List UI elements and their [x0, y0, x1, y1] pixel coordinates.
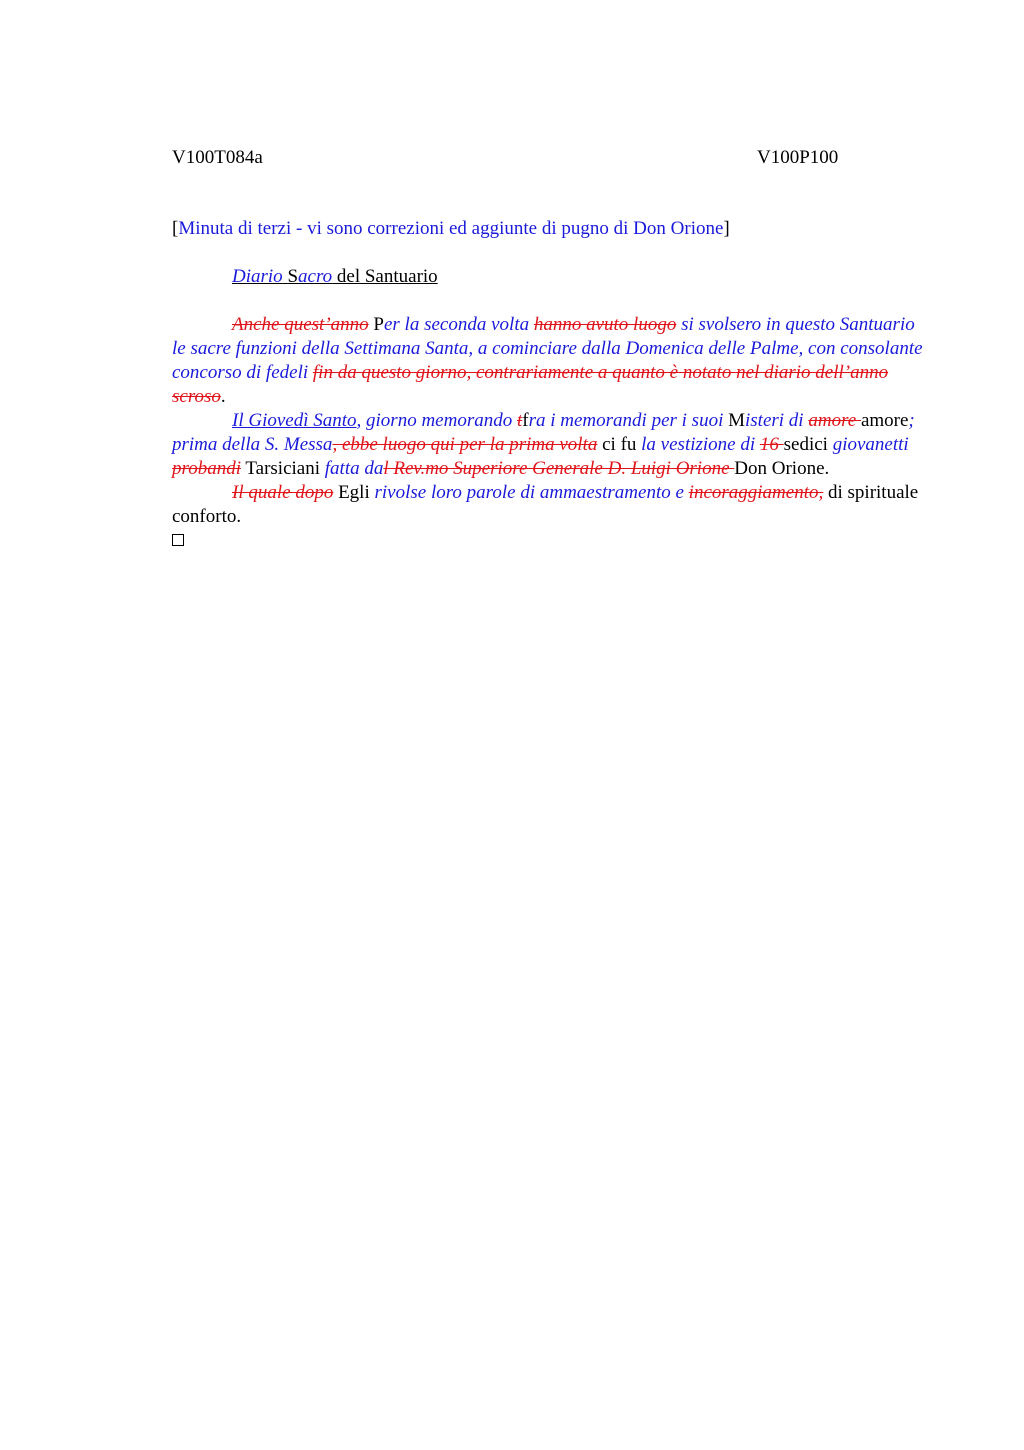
paragraph-1	[172, 313, 932, 409]
original-text: Tarsiciani	[240, 458, 325, 479]
inserted-text: rivolse loro parole di ammaestramento e	[374, 482, 689, 503]
inserted-text: si svolsero in questo Santuario le sacre funzioni della Settimana Santa, a cominciare dalla Domenica delle Palme, con consolante concorso di fedeli	[172, 314, 923, 383]
original-text: di spirituale conforto.	[172, 482, 919, 527]
document-body	[172, 313, 932, 553]
deleted-text: amore	[808, 410, 861, 431]
original-text: f	[522, 410, 529, 431]
document-code-right: V100P100	[757, 147, 839, 168]
original-text: amore	[860, 410, 909, 431]
deleted-text: , ebbe luogo qui per la prima volta	[332, 434, 598, 455]
inserted-text: , giorno memorando	[356, 410, 517, 431]
document-title	[232, 265, 438, 289]
document-code-left: V100T084a	[172, 147, 263, 168]
inserted-text: isteri di	[745, 410, 809, 431]
inserted-text: ; prima della S. Messa	[172, 410, 915, 455]
inserted-text: la vestizione di	[641, 434, 760, 455]
deleted-text: l Rev.mo Superiore Generale D. Luigi Orione	[383, 458, 735, 479]
document-header	[172, 146, 932, 170]
original-text: Don Orione.	[734, 458, 830, 479]
note-open-bracket: [	[172, 218, 179, 239]
title-word-diario: Diario	[232, 266, 283, 287]
inserted-text: er la seconda volta	[383, 314, 534, 335]
deleted-text: t	[516, 410, 523, 431]
empty-checkbox-icon	[172, 534, 184, 546]
original-text: M	[728, 410, 745, 431]
paragraph-3	[172, 481, 932, 529]
inserted-text: giovanetti	[832, 434, 909, 455]
deleted-text: Anche quest’anno	[232, 314, 369, 335]
deleted-text: 16	[759, 434, 784, 455]
deleted-text: probandi	[172, 458, 241, 479]
original-text: Egli	[333, 482, 375, 503]
title-s: S	[287, 266, 299, 287]
deleted-text: Il quale dopo	[232, 482, 334, 503]
title-acro: acro	[298, 266, 333, 287]
original-text: sedici	[783, 434, 833, 455]
paragraph-2	[172, 409, 932, 481]
title-rest: del Santuario	[332, 266, 438, 287]
end-marker	[172, 529, 932, 553]
deleted-text: incoraggiamento,	[688, 482, 824, 503]
original-text: ci fu	[597, 434, 642, 455]
deleted-text: fin da questo giorno, contrariamente a quanto è notato nel diario dell’anno scroso	[172, 362, 889, 407]
original-text: .	[220, 386, 226, 407]
inserted-text: ra i memorandi per i suoi	[528, 410, 729, 431]
inserted-text: fatta da	[324, 458, 384, 479]
editorial-note	[172, 217, 730, 241]
document-page	[172, 146, 932, 527]
inserted-text: Il Giovedì Santo	[232, 410, 357, 431]
deleted-text: hanno avuto luogo	[533, 314, 677, 335]
original-text: P	[368, 314, 384, 335]
note-text: Minuta di terzi - vi sono correzioni ed aggiunte di pugno di Don Orione	[178, 218, 724, 239]
note-close-bracket: ]	[723, 218, 730, 239]
